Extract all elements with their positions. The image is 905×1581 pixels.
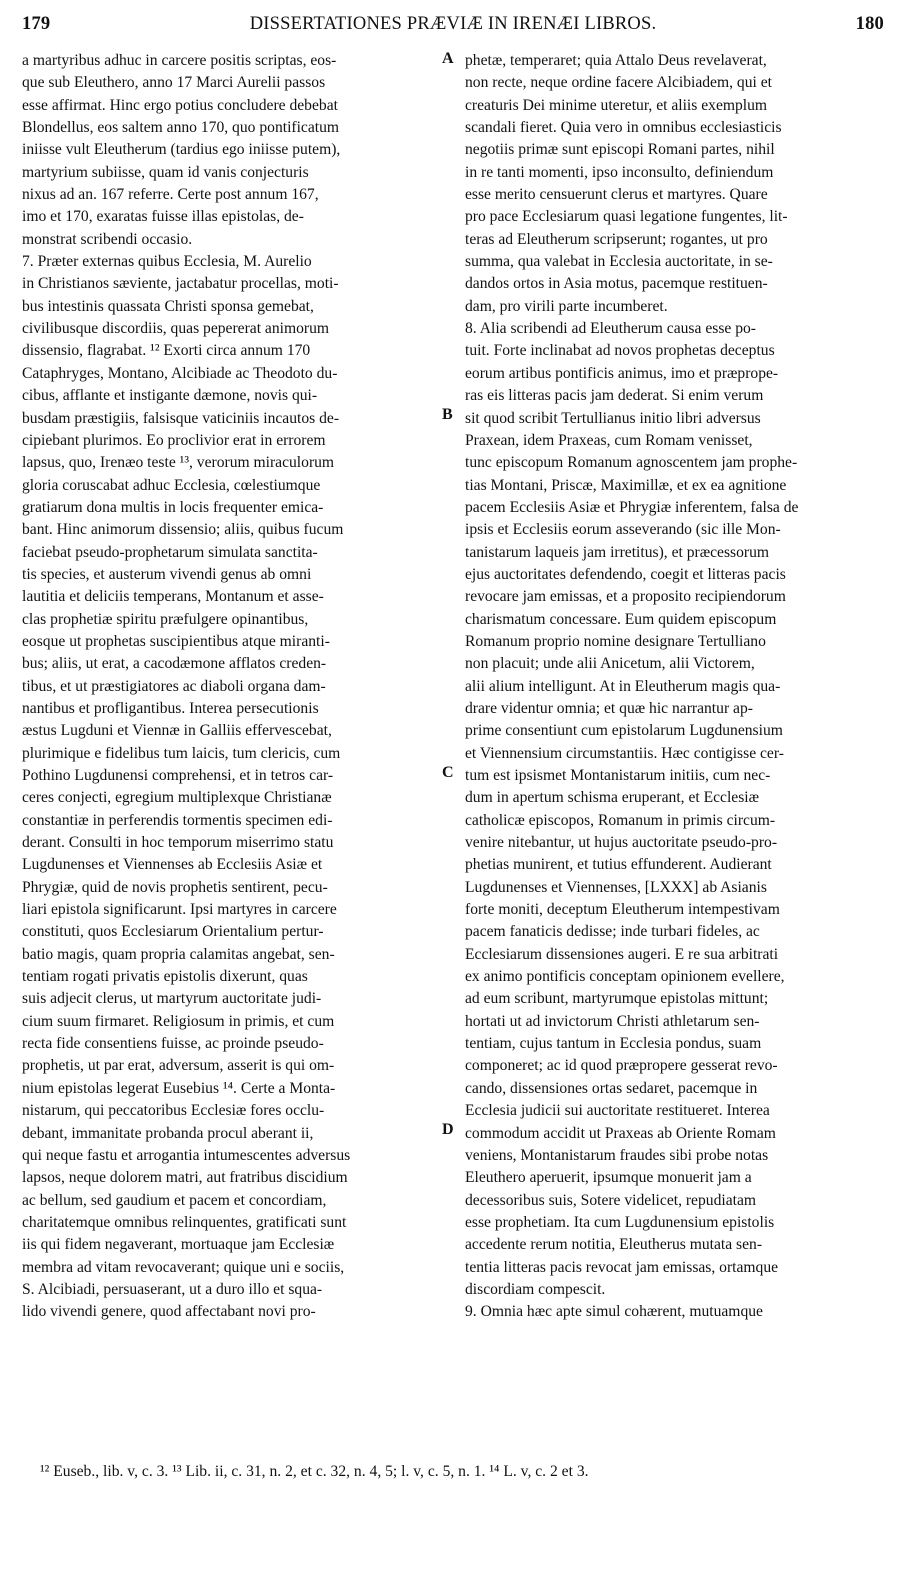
text-line: charitatemque omnibus relinquentes, gratificati sunt [22, 1213, 347, 1231]
text-line: suis adjecit clerus, ut martyrum auctoritate judi- [22, 990, 322, 1008]
text-line: tentiam rogati privatis epistolis dixerunt, quas [22, 968, 308, 986]
text-line: cipiebant plurimos. Eo proclivior erat in errorem [22, 431, 326, 449]
text-line: catholicæ episcopos, Romanum in primis circum- [465, 811, 776, 829]
text-line: scandali fieret. Quia vero in omnibus ecclesiasticis [465, 119, 782, 137]
text-line: discordiam compescit. [465, 1280, 606, 1298]
text-line: liari epistola significarunt. Ipsi martyres in carcere [22, 901, 337, 919]
text-line: in re tanti momenti, ipso inconsulto, definiendum [465, 163, 774, 181]
text-line: dam, pro virili parte incumberet. [465, 297, 668, 315]
text-line: constantiæ in perferendis tormentis specimen edi- [22, 811, 333, 829]
text-line: recta fide consentiens fuisse, ac proinde pseudo- [22, 1035, 324, 1053]
text-line: Lugdunenses et Viennenses ab Ecclesiis Asiæ et [22, 856, 323, 874]
text-line: drare videntur omnia; et quæ hic narrantur ap- [465, 699, 753, 717]
text-line: ipsis et Ecclesiis eorum asseverando (sic ille Mon- [465, 521, 781, 539]
text-line: ad eum scribunt, martyrumque epistolas mittunt; [465, 990, 769, 1008]
text-line: hortati ut ad invictorum Christi athletarum sen- [465, 1012, 760, 1030]
text-line: Romanum proprio nomine designare Tertulliano [465, 632, 766, 650]
text-line: nixus ad an. 167 referre. Certe post annum 167, [22, 186, 319, 204]
text-line: tanistarum laqueis jam irretitus), et præcessorum [465, 543, 770, 561]
text-line: tum est ipsismet Montanistarum initiis, cum nec- [465, 767, 771, 784]
text-line: teras ad Eleutherum scripserunt; rogantes, ut pro [465, 230, 768, 248]
text-line: lapsus, quo, Irenæo teste ¹³, verorum miraculorum [22, 454, 335, 472]
text-line: 8. Alia scribendi ad Eleutherum causa esse po- [465, 320, 756, 338]
text-line: venire nitebantur, ut hujus auctoritate pseudo-pro- [465, 834, 778, 852]
text-line: esse merito censuerunt clerus et martyres. Quare [465, 186, 768, 204]
text-line: monstrat scribendi occasio. [22, 230, 193, 248]
page-number-left: 179 [22, 14, 51, 34]
text-line: tuit. Forte inclinabat ad novos prophetas deceptus [465, 342, 775, 360]
text-line: constituti, quos Ecclesiarum Orientalium pertur- [22, 923, 324, 941]
text-line: Lugdunenses et Viennenses, [LXXX] ab Asianis [465, 878, 767, 896]
text-line: Ecclesiarum dissensiones augeri. E re sua arbitrati [465, 945, 779, 963]
text-line: Phrygiæ, quid de novis prophetis sentirent, pecu- [22, 878, 328, 896]
text-line: sit quod scribit Tertullianus initio libri adversus [465, 409, 761, 427]
text-line: eorum artibus pontificis animus, imo et præprope- [465, 364, 779, 382]
text-line: prime consentiunt cum epistolarum Lugdunensium [465, 722, 783, 740]
text-line: busdam præstigiis, falsisque vaticiniis incautos de- [22, 409, 340, 427]
left-column [22, 50, 440, 1324]
text-line: iniisse vult Eleutherum (tardius ego iniisse putem), [22, 141, 341, 159]
text-line: lapsos, neque dolorem matri, aut fratribus discidium [22, 1169, 348, 1187]
text-line: creaturis Dei minime uteretur, et aliis exemplum [465, 96, 768, 114]
text-line: bant. Hinc animorum dissensio; aliis, quibus fucum [22, 521, 344, 539]
right-column [465, 50, 883, 1324]
text-line: Eleuthero aperuerit, ipsumque monuerit jam a [465, 1169, 752, 1187]
text-line: tentiam, cujus tantum in Ecclesia pondus, suam [465, 1035, 762, 1053]
text-line: alii alium intelligunt. At in Eleutherum magis qua- [465, 677, 781, 695]
text-line: faciebat pseudo-prophetarum simulata sanctita- [22, 543, 318, 561]
margin-marker-b: B [442, 406, 453, 423]
text-line: componeret; ac id quod præpropere gesserat revo- [465, 1057, 778, 1075]
text-line: tias Montani, Priscæ, Maximillæ, et ex ea agnitione [465, 476, 787, 494]
text-line: dum in apertum schisma eruperant, et Ecclesiæ [465, 789, 760, 807]
text-line: ejus auctoritates defendendo, coegit et litteras pacis [465, 565, 786, 583]
text-line: pacem fanaticis dedisse; inde turbari fideles, ac [465, 923, 760, 941]
text-line: lido vivendi genere, quod affectabant novi pro- [22, 1303, 316, 1321]
text-line: pacem Ecclesiis Asiæ et Phrygiæ inferentem, falsa de [465, 498, 799, 516]
text-line: nantibus et profligantibus. Interea persecutionis [22, 699, 319, 717]
text-line: forte moniti, deceptum Eleutherum intempestivam [465, 901, 780, 919]
margin-marker-c: C [442, 764, 454, 781]
text-line: Ecclesia judicii sui auctoritate restitueret. Interea [465, 1102, 770, 1120]
text-line: æstus Lugduni et Viennæ in Galliis effervescebat, [22, 722, 332, 740]
text-line: plurimique e fidelibus tum laicis, tum clericis, cum [22, 744, 341, 762]
text-line: a martyribus adhuc in carcere positis scriptas, eos- [22, 52, 337, 69]
text-line: summa, qua valebat in Ecclesia auctoritate, in se- [465, 253, 773, 271]
text-line: non placuit; unde alii Anicetum, alii Victorem, [465, 655, 755, 673]
text-line: dandos ortos in Asia motus, pacemque restituen- [465, 275, 768, 293]
text-line: negotiis primæ sunt episcopi Romani partes, nihil [465, 141, 775, 159]
footnotes: ¹² Euseb., lib. v, c. 3. ¹³ Lib. ii, c. 31, n. 2, et c. 32, n. 4, 5; l. v, c. 5, n. 1. ¹⁴ L. v, c. 2 et 3. [40, 1463, 589, 1480]
text-line: veniens, Montanistarum fraudes sibi probe notas [465, 1146, 769, 1164]
text-line: S. Alcibiadi, persuaserant, ut a duro illo et squa- [22, 1280, 323, 1298]
text-line: revocare jam emissas, et a proposito recipiendorum [465, 588, 786, 606]
text-line: qui neque fastu et arrogantia intumescentes adversus [22, 1146, 351, 1164]
text-line: nistarum, qui peccatoribus Ecclesiæ fores occlu- [22, 1102, 325, 1120]
page-header [22, 14, 884, 44]
text-line: civilibusque discordiis, quas pepererat animorum [22, 320, 330, 338]
text-line: bus; aliis, ut erat, a cacodæmone afflatos creden- [22, 655, 327, 673]
text-line: lautitia et deliciis temperans, Montanum et asse- [22, 588, 324, 606]
text-line: Pothino Lugdunensi comprehensi, et in tetros car- [22, 767, 334, 784]
text-line: gratiarum dona multis in locis frequenter emica- [22, 498, 324, 516]
text-line: gloria coruscabat adhuc Ecclesia, cœlestiumque [22, 476, 321, 494]
text-line: prophetis, ut par erat, adversum, asserit is qui om- [22, 1057, 335, 1075]
text-line: phetias munirent, et tutius effunderent. Audierant [465, 856, 772, 874]
text-line: martyrium subiisse, quam id vanis conjecturis [22, 163, 309, 181]
margin-marker-a: A [442, 50, 454, 67]
text-line: dissensio, flagrabat. ¹² Exorti circa annum 170 [22, 342, 311, 360]
text-line: cibus, afflante et instigante dæmone, novis qui- [22, 387, 318, 405]
margin-marker-d: D [442, 1121, 454, 1138]
text-line: iis qui fidem negaverant, mortuaque jam Ecclesiæ [22, 1236, 335, 1254]
text-line: eosque ut prophetas suscipientibus atque miranti- [22, 632, 330, 650]
text-line: cando, dissensiones ortas sedaret, pacemque in [465, 1079, 758, 1097]
text-line: cium suum firmaret. Religiosum in primis, et cum [22, 1012, 335, 1030]
text-line: Praxean, idem Praxeas, cum Romam venisset, [465, 431, 753, 449]
text-line: 7. Præter externas quibus Ecclesia, M. Aurelio [22, 253, 312, 271]
text-line: tentia litteras pacis revocat jam emissas, ortamque [465, 1258, 779, 1276]
text-line: Cataphryges, Montano, Alcibiade ac Theodoto du- [22, 364, 338, 382]
text-line: ac bellum, sed gaudium et pacem et concordiam, [22, 1191, 327, 1209]
text-line: accedente rerum notitia, Eleutherus mutata sen- [465, 1236, 763, 1254]
text-line: esse prophetiam. Ita cum Lugdunensium epistolis [465, 1213, 775, 1231]
text-line: in Christianos sæviente, jactabatur procellas, moti- [22, 275, 339, 293]
text-line: que sub Eleuthero, anno 17 Marci Aurelii passos [22, 74, 326, 92]
text-line: ras eis litteras pacis jam dederat. Si enim verum [465, 387, 764, 405]
text-line: imo et 170, exaratas fuisse illas epistolas, de- [22, 208, 304, 226]
text-line: esse affirmat. Hinc ergo potius concludere debebat [22, 96, 338, 114]
text-line: ex animo pontificis conceptam opinionem evellere, [465, 968, 785, 986]
text-line: et Viennensium circumstantiis. Hæc contigisse cer- [465, 744, 784, 762]
text-line: tis species, et austerum vivendi genus ab omni [22, 565, 312, 583]
page-number-right: 180 [855, 14, 884, 34]
text-line: membra ad vitam revocaverant; quique uni e sociis, [22, 1258, 345, 1276]
text-line: ceres conjecti, egregium multiplexque Christianæ [22, 789, 332, 807]
text-line: bus intestinis quassata Christi sponsa gemebat, [22, 297, 314, 315]
text-line: tibus, et ut præstigiatores ac diaboli organa dam- [22, 677, 326, 695]
text-line: decessoribus suis, Sotere videlicet, repudiatam [465, 1191, 757, 1209]
text-line: 9. Omnia hæc apte simul cohærent, mutuamque [465, 1303, 763, 1321]
text-line: phetæ, temperaret; quia Attalo Deus revelaverat, [465, 52, 767, 69]
text-line: batio magis, quam propria calamitas angebat, sen- [22, 945, 335, 963]
text-line: charismatum concessare. Eum quidem episcopum [465, 610, 777, 628]
text-line: commodum accidit ut Praxeas ab Oriente Romam [465, 1124, 776, 1142]
text-line: non recte, neque ordine facere Alcibiadem, qui et [465, 74, 772, 92]
text-line: pro pace Ecclesiarum quasi legatione fungentes, lit- [465, 208, 788, 226]
running-title: DISSERTATIONES PRÆVIÆ IN IRENÆI LIBROS. [249, 14, 657, 34]
text-line: tunc episcopum Romanum agnoscentem jam prophe- [465, 454, 798, 472]
text-line: nium epistolas legerat Eusebius ¹⁴. Certe a Monta- [22, 1079, 336, 1097]
text-line: debant, immanitate probanda procul aberant ii, [22, 1124, 314, 1142]
text-line: Blondellus, eos saltem anno 170, quo pontificatum [22, 119, 340, 137]
text-line: derant. Consulti in hoc temporum miserrimo statu [22, 834, 334, 852]
text-line: clas prophetiæ spiritu præfulgere opinantibus, [22, 610, 309, 628]
